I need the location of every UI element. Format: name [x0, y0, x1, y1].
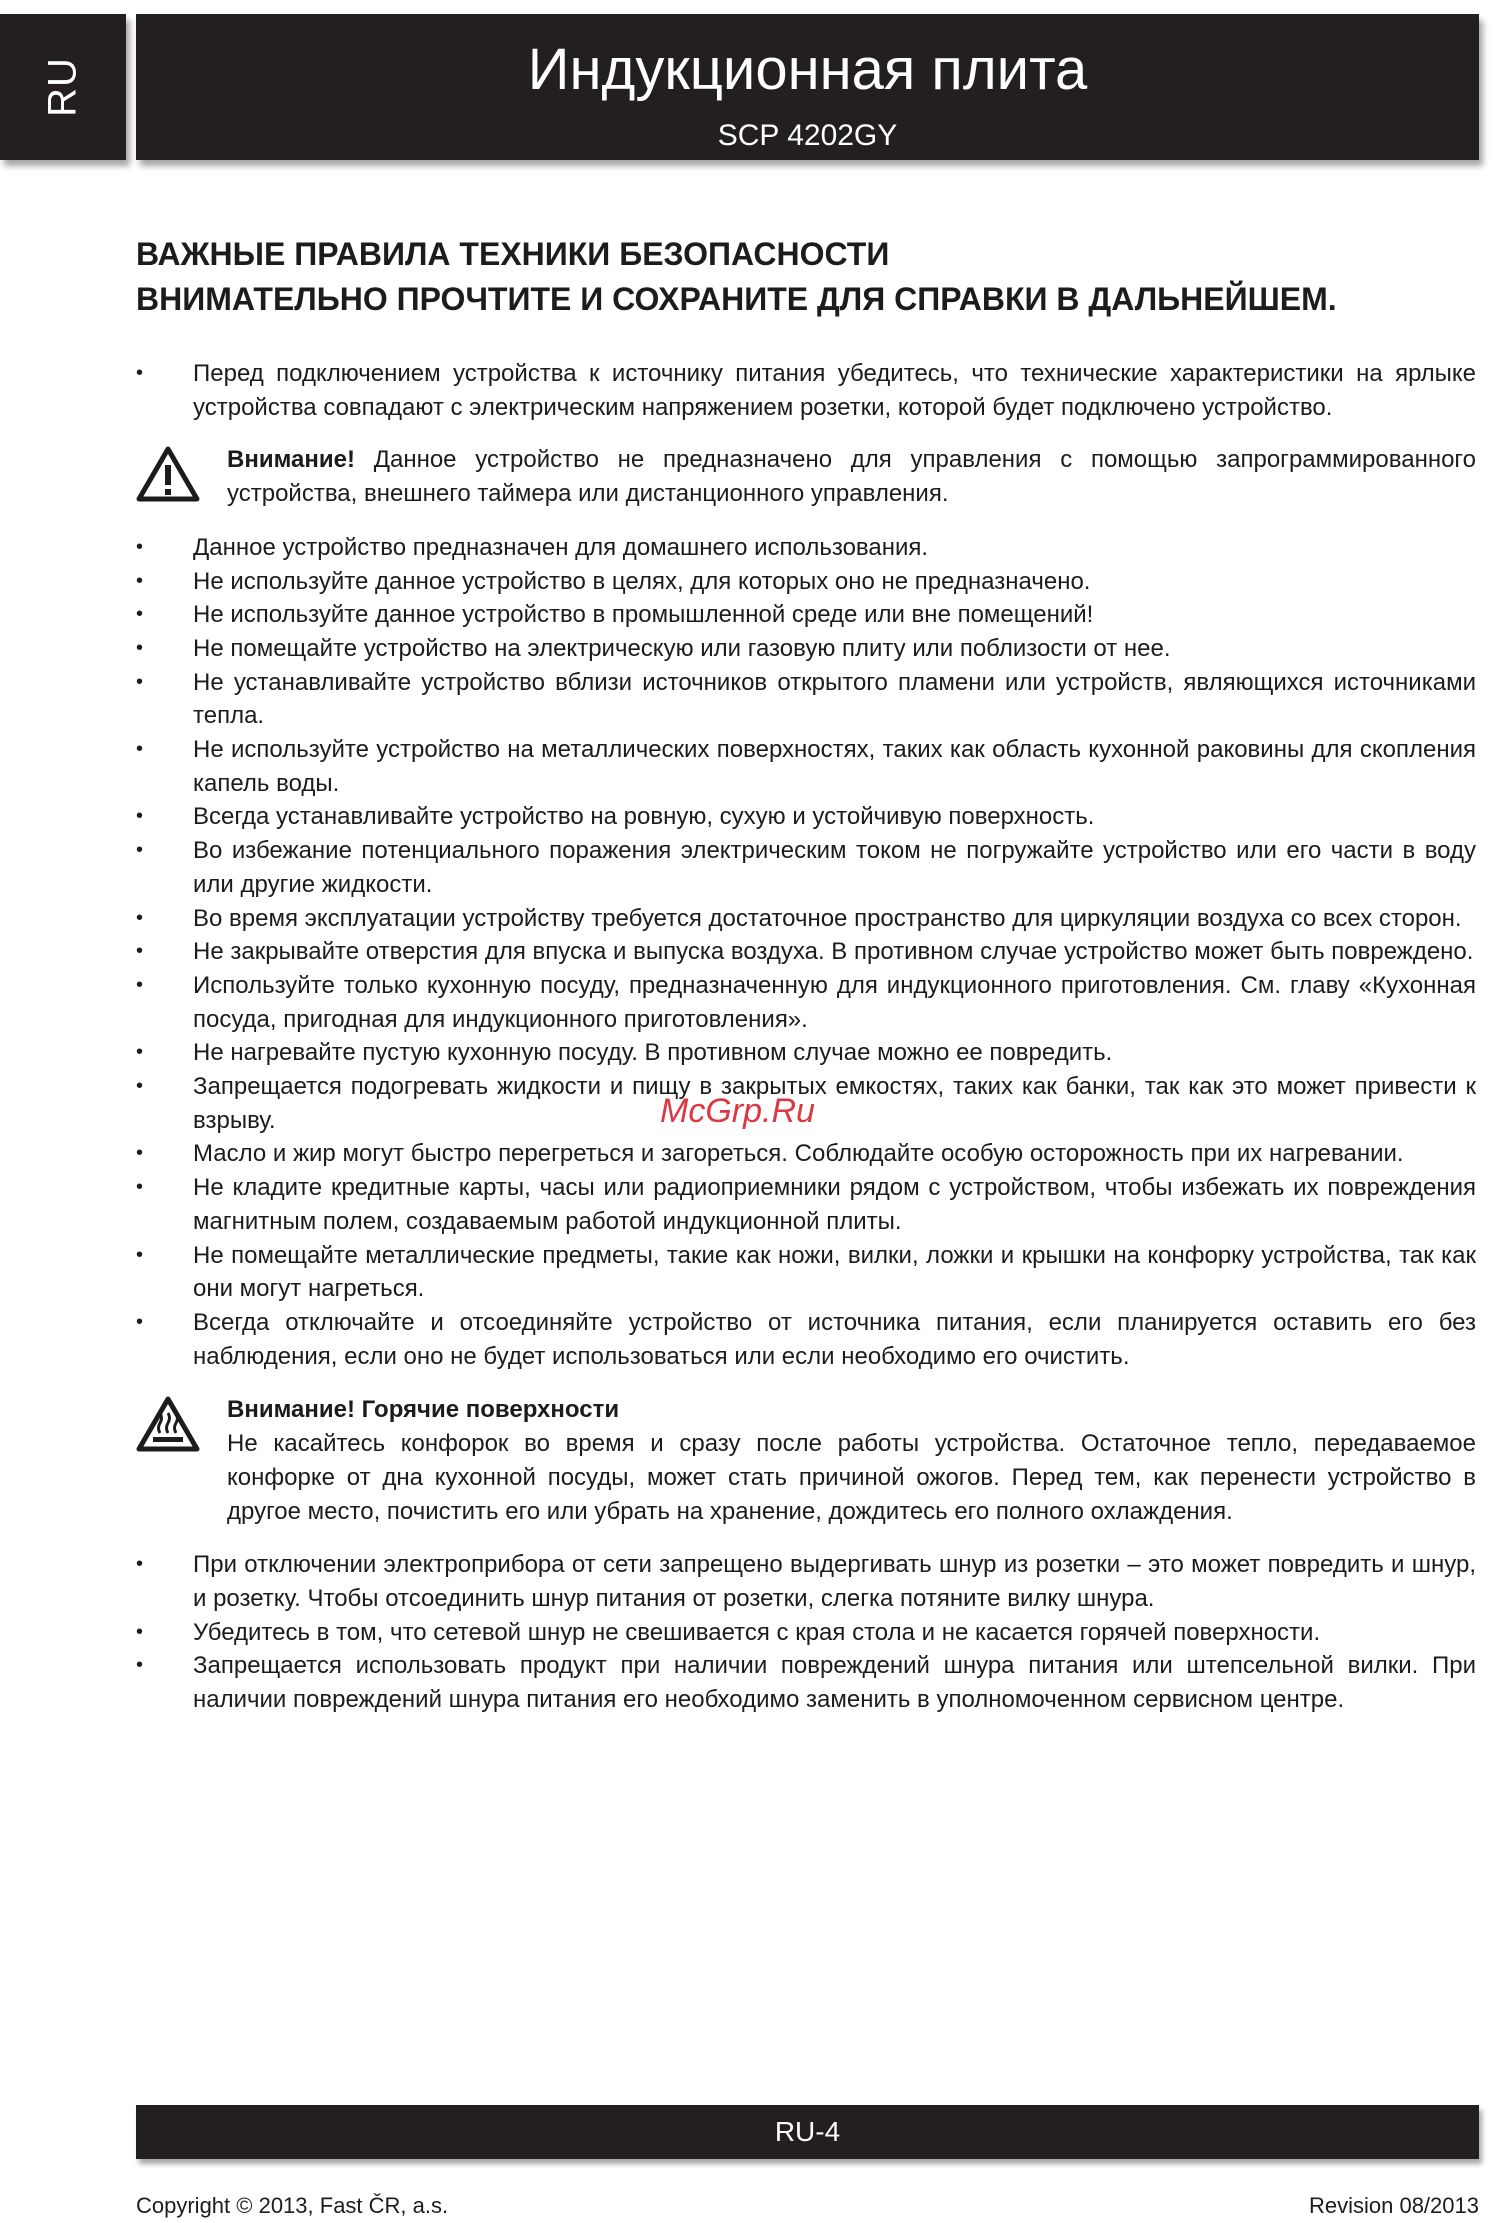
list-item-text: Не используйте данное устройство в целях, для которых оно не предназначено. [193, 567, 1091, 595]
bullet: • [136, 362, 144, 384]
warning-block-2 [136, 1393, 1476, 1528]
list-item-text: Данное устройство предназначен для домашнего использования. [193, 533, 929, 561]
bullet: • [136, 1176, 144, 1199]
bullet: • [136, 603, 144, 626]
watermark: McGrp.Ru [660, 1092, 815, 1130]
list-item-text: Всегда устанавливайте устройство на ровную, сухую и устойчивую поверхность. [193, 803, 1095, 831]
bullet: • [136, 805, 144, 828]
list-item-text: Не кладите кредитные карты, часы или радиоприемники рядом с устройством, чтобы избежать их повреждения магнитным полем, создаваемым работой индукционной плиты. [193, 1174, 1476, 1235]
list-item-text: Во время эксплуатации устройству требуется достаточное пространство для циркуляции воздуха со всех сторон. [193, 904, 1462, 932]
warning-block-1 [136, 443, 1476, 510]
list-item [136, 935, 1476, 969]
bullet: • [136, 636, 144, 659]
list-item [136, 1616, 1476, 1650]
warning-text: Данное устройство не предназначено для управления с помощью запрограммированного устройства, внешнего таймера или дистанционного управления. [227, 446, 1476, 508]
bullet: • [136, 738, 144, 761]
safety-list-3 [136, 1548, 1476, 1717]
list-item-text: Всегда отключайте и отсоединяйте устройство от источника питания, если планируется оставить его без наблюдения, если оно не будет использоваться или если необходимо его очистить. [193, 1308, 1476, 1370]
warning-triangle-icon [136, 445, 200, 513]
bullet: • [136, 1620, 144, 1643]
language-tab [0, 14, 126, 160]
list-item [136, 1137, 1476, 1171]
list-item-text: Не устанавливайте устройство вблизи источников открытого пламени или устройств, являющихся источниками тепла. [193, 668, 1476, 730]
bullet: • [136, 973, 144, 996]
copyright: Copyright © 2013, Fast ČR, a.s. [136, 2193, 449, 2218]
bullet: • [136, 1041, 144, 1064]
list-item [136, 1548, 1476, 1615]
bullet: • [136, 1243, 144, 1266]
safety-list-2 [136, 531, 1476, 1374]
safety-heading [136, 232, 1476, 322]
list-item [136, 733, 1476, 800]
bullet: • [136, 906, 144, 929]
warning-text: Не касайтесь конфорок во время и сразу после работы устройства. Остаточное тепло, передаваемое конфорке от дна кухонной посуды, может стать причиной ожогов. Перед тем, как перенести устройство в другое место, почистить его или убрать на хранение, дождитесь его полного охлаждения. [227, 1430, 1476, 1525]
bullet: • [136, 569, 144, 592]
main-content [136, 232, 1476, 1717]
bullet: • [136, 940, 144, 963]
list-item [136, 800, 1476, 834]
list-item [136, 834, 1476, 901]
list-item [136, 666, 1476, 733]
list-item [136, 565, 1476, 599]
list-item-text: Не используйте данное устройство в промышленной среде или вне помещений! [193, 601, 1094, 629]
list-item [136, 1649, 1476, 1716]
list-item-text: Убедитесь в том, что сетевой шнур не свешивается с края стола и не касается горячей поверхности. [193, 1618, 1321, 1646]
list-item-text: Перед подключением устройства к источнику питания убедитесь, что технические характеристики на ярлыке устройства совпадают с электрическим напряжением розетки, которой будет подключено устройство. [193, 360, 1476, 421]
model-number: SCP 4202GY [717, 119, 898, 152]
list-item-text: Используйте только кухонную посуду, предназначенную для индукционного приготовления. См. главу «Кухонная посуда, пригодная для индукционного приготовления». [193, 971, 1476, 1033]
list-item [136, 969, 1476, 1036]
page-number: RU-4 [774, 2116, 841, 2147]
list-item [136, 902, 1476, 936]
bullet: • [136, 1654, 144, 1677]
bullet: • [136, 839, 144, 862]
bullet: • [136, 1075, 144, 1098]
list-item-text: Не помещайте металлические предметы, такие как ножи, вилки, ложки и крышки на конфорку устройства, так как они могут нагреться. [193, 1241, 1476, 1303]
bullet: • [136, 535, 144, 558]
list-item-text: Масло и жир могут быстро перегреться и загореться. Соблюдайте особую осторожность при их нагревании. [193, 1140, 1404, 1168]
bullet: • [136, 1142, 144, 1165]
page-title: Индукционная плита [527, 37, 1088, 102]
header-bar [136, 14, 1479, 160]
safety-heading-line1: ВАЖНЫЕ ПРАВИЛА ТЕХНИКИ БЕЗОПАСНОСТИ [136, 236, 890, 272]
list-item [136, 1239, 1476, 1306]
list-item-text: Во избежание потенциального поражения электрическим током не погружайте устройство или его части в воду или другие жидкости. [193, 837, 1476, 898]
hot-surface-icon [136, 1395, 200, 1463]
list-item-text: Не нагревайте пустую кухонную посуду. В противном случае можно ее повредить. [193, 1039, 1113, 1067]
list-item [136, 598, 1476, 632]
list-item [136, 1171, 1476, 1238]
list-item-text: Запрещается использовать продукт при наличии повреждений шнура питания или штепсельной вилки. При наличии повреждений шнура питания его необходимо заменить в уполномоченном сервисном центре. [193, 1652, 1476, 1714]
list-item-text: Запрещается подогревать жидкости и пищу в закрытых емкостях, таких как банки, так как это может привести к взрыву. [193, 1073, 1476, 1134]
revision: Revision 08/2013 [1308, 2193, 1479, 2218]
footer-bar [136, 2105, 1479, 2159]
list-item-text: Не используйте устройство на металлических поверхностях, таких как область кухонной раковины для скопления капель воды. [193, 736, 1476, 797]
bullet: • [136, 1553, 144, 1576]
list-item-text: Не помещайте устройство на электрическую или газовую плиту или поблизости от нее. [193, 634, 1171, 662]
list-item [136, 531, 1476, 565]
warning-label: Внимание! Горячие поверхности [227, 1396, 620, 1424]
list-item [136, 357, 1476, 424]
list-item [136, 632, 1476, 666]
list-item [136, 1306, 1476, 1373]
safety-heading-line2: ВНИМАТЕЛЬНО ПРОЧТИТЕ И СОХРАНИТЕ ДЛЯ СПРАВКИ В ДАЛЬНЕЙШЕМ. [136, 281, 1337, 317]
list-item-text: Не закрывайте отверстия для впуска и выпуска воздуха. В противном случае устройство может быть повреждено. [193, 938, 1474, 966]
warning-label: Внимание! [227, 446, 355, 474]
bullet: • [136, 1310, 144, 1333]
bullet: • [136, 670, 144, 693]
safety-list-1 [136, 357, 1476, 424]
list-item-text: При отключении электроприбора от сети запрещено выдергивать шнур из розетки – это может повредить и шнур, и розетку. Чтобы отсоединить шнур питания от розетки, слегка потяните вилку шнура. [193, 1551, 1476, 1612]
list-item [136, 1036, 1476, 1070]
language-code: RU [40, 57, 85, 117]
